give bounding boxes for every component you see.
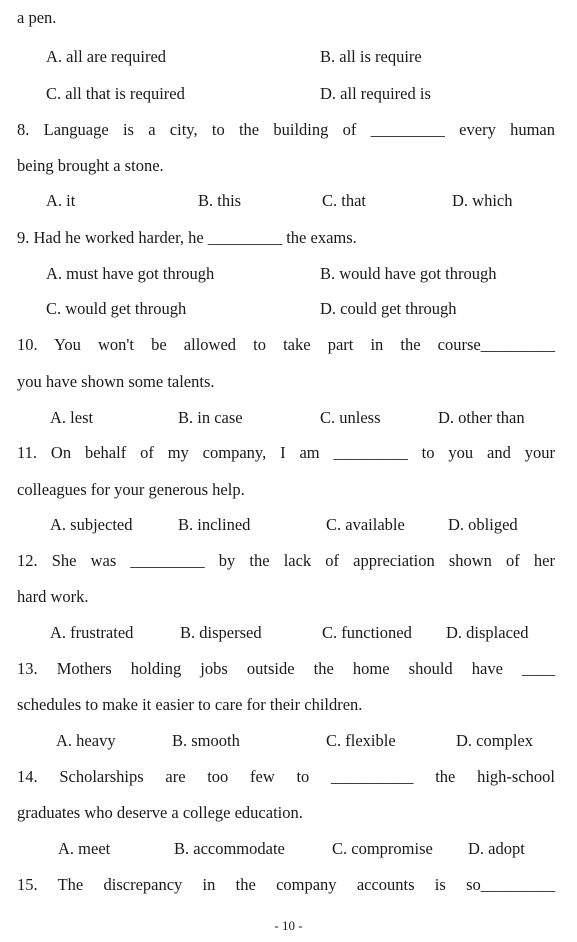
q8-option-c: C. that — [322, 191, 366, 210]
q9-option-b: B. would have got through — [320, 264, 497, 283]
q9-option-a: A. must have got through — [46, 264, 215, 283]
q11-stem-line2: colleagues for your generous help. — [17, 480, 245, 499]
q7-option-b: B. all is require — [320, 47, 422, 66]
q7-option-a: A. all are required — [46, 47, 167, 66]
q12-stem-line1: 12. She was _________ by the lack of appreciation shown of her — [17, 551, 555, 570]
q13-option-b: B. smooth — [172, 731, 240, 750]
q12-option-b: B. dispersed — [180, 623, 262, 642]
q10-option-a: A. lest — [50, 408, 94, 427]
q8-option-b: B. this — [198, 191, 242, 210]
q11-stem-line1: 11. On behalf of my company, I am _________ to you and your — [17, 443, 555, 462]
q8-option-d: D. which — [452, 191, 513, 210]
q11-option-d: D. obliged — [448, 515, 518, 534]
page-number: - 10 - — [274, 918, 303, 933]
q13-option-a: A. heavy — [56, 731, 116, 750]
q13-stem-line1: 13. Mothers holding jobs outside the home should have ____ — [17, 659, 555, 678]
q12-option-c: C. functioned — [322, 623, 412, 642]
q12-stem-line2: hard work. — [17, 587, 89, 606]
q9-option-d: D. could get through — [320, 299, 457, 318]
q14-stem-line2: graduates who deserve a college education. — [17, 803, 303, 822]
q12-option-a: A. frustrated — [50, 623, 134, 642]
q10-option-c: C. unless — [320, 408, 381, 427]
q12-option-d: D. displaced — [446, 623, 529, 642]
q14-option-c: C. compromise — [332, 839, 433, 858]
q8-stem-line1: 8. Language is a city, to the building of _________ every human — [17, 120, 555, 139]
q10-stem-line1: 10. You won't be allowed to take part in the course_________ — [17, 335, 555, 354]
continuation-text: a pen. — [17, 8, 57, 27]
q11-option-a: A. subjected — [50, 515, 133, 534]
q9-option-c: C. would get through — [46, 299, 187, 318]
q13-option-c: C. flexible — [326, 731, 396, 750]
q11-option-b: B. inclined — [178, 515, 251, 534]
q8-option-a: A. it — [46, 191, 76, 210]
q11-option-c: C. available — [326, 515, 405, 534]
q14-option-a: A. meet — [58, 839, 111, 858]
q13-option-d: D. complex — [456, 731, 533, 750]
q7-option-d: D. all required is — [320, 84, 431, 103]
q14-option-d: D. adopt — [468, 839, 525, 858]
q14-option-b: B. accommodate — [174, 839, 285, 858]
q8-stem-line2: being brought a stone. — [17, 156, 164, 175]
q14-stem-line1: 14. Scholarships are too few to __________ the high-school — [17, 767, 555, 786]
q10-option-d: D. other than — [438, 408, 525, 427]
q15-stem-line1: 15. The discrepancy in the company accounts is so_________ — [17, 875, 555, 894]
q7-option-c: C. all that is required — [46, 84, 185, 103]
q13-stem-line2: schedules to make it easier to care for their children. — [17, 695, 363, 714]
q10-option-b: B. in case — [178, 408, 243, 427]
q10-stem-line2: you have shown some talents. — [17, 372, 215, 391]
q9-stem: 9. Had he worked harder, he _________ the exams. — [17, 228, 357, 247]
